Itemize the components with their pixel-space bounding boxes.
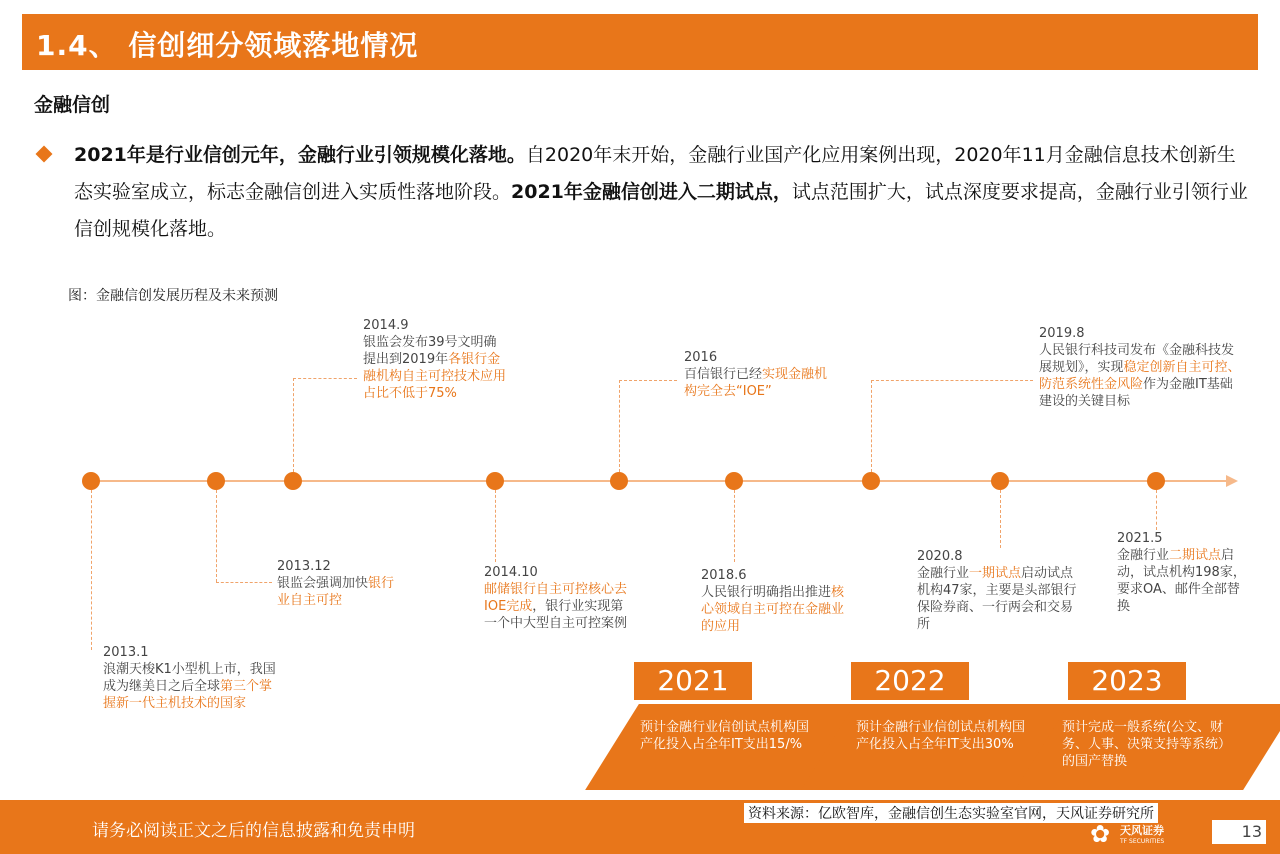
forecast-year-2021: 2021 <box>634 662 752 700</box>
paragraph-bold-2: 2021年金融信创进入二期试点， <box>511 181 792 203</box>
connector-line <box>495 490 496 562</box>
title-bar <box>22 14 1258 70</box>
timeline-dot-2019-8 <box>862 472 880 490</box>
connector-line <box>734 490 735 562</box>
event-2018-6 <box>701 567 845 635</box>
event-highlight: 稳定创新自主可控、防范系统性金风险 <box>1039 360 1241 392</box>
page-number: 13 <box>1212 820 1266 844</box>
page-title: 1.4、 信创细分领域落地情况 <box>36 29 419 62</box>
event-text: 银监会强调加快 <box>277 576 369 591</box>
connector-line <box>619 380 620 472</box>
event-highlight: 一期试点 <box>969 566 1022 581</box>
event-text: 百信银行已经 <box>684 367 763 382</box>
timeline-dot-2016 <box>610 472 628 490</box>
source-note: 资料来源：亿欧智库，金融信创生态实验室官网，天风证券研究所 <box>744 803 1158 823</box>
timeline-dot-2014-10 <box>486 472 504 490</box>
event-2019-8 <box>1039 325 1243 410</box>
event-text-after: 启动，试点机构198家，要求OA、邮件全部替换 <box>1117 548 1246 614</box>
event-highlight: 各银行金融机构自主可控技术应用占比不低于75% <box>363 352 507 401</box>
event-highlight: 第三个掌握新一代主机技术的国家 <box>103 679 273 711</box>
connector-line <box>91 490 92 650</box>
connector-line <box>871 380 872 472</box>
event-2014-10 <box>484 564 628 632</box>
event-highlight: 银行业自主可控 <box>277 576 395 608</box>
event-date: 2014.10 <box>484 565 538 580</box>
event-text-after: 启动试点机构47家，主要是头部银行保险券商、一行两会和交易所 <box>917 566 1077 632</box>
event-2021-5 <box>1117 530 1249 615</box>
connector-line <box>619 380 677 381</box>
logo-subtext: TF SECURITIES <box>1120 838 1165 845</box>
event-text-after: ，银行业实现第一个中大型自主可控案例 <box>484 599 628 631</box>
event-text: 金融行业 <box>917 566 970 581</box>
event-highlight: 邮储银行自主可控核心去IOE完成 <box>484 582 628 614</box>
connector-line <box>1000 490 1001 548</box>
event-text: 人民银行明确指出推进 <box>701 585 832 600</box>
flower-logo-icon: ✿ <box>1090 820 1111 848</box>
event-text: 银监会发布39号文明确提出到2019年 <box>363 335 497 367</box>
paragraph-text-2: 试点范围扩大，试点深度要求提高，金融行业引领行业信创规模化落地。 <box>74 181 1248 240</box>
event-2020-8 <box>917 548 1077 633</box>
event-text: 金融行业 <box>1117 548 1170 563</box>
connector-line <box>293 378 294 472</box>
forecast-text-2021: 预计金融行业信创试点机构国产化投入占全年IT支出15/% <box>640 720 810 752</box>
event-date: 2016 <box>684 350 718 365</box>
forecast-year-2023: 2023 <box>1068 662 1186 700</box>
connector-line <box>871 380 1033 381</box>
event-date: 2018.6 <box>701 568 747 583</box>
connector-line <box>293 378 357 379</box>
event-text-after: 作为金融IT基础建设的关键目标 <box>1039 377 1233 409</box>
forecast-text-2022: 预计金融行业信创试点机构国产化投入占全年IT支出30% <box>856 720 1026 752</box>
event-highlight: 实现金融机构完全去“IOE” <box>684 367 828 399</box>
event-2013-12 <box>277 558 397 609</box>
figure-caption: 图：金融信创发展历程及未来预测 <box>68 288 278 304</box>
timeline-dot-2020-8 <box>991 472 1009 490</box>
event-highlight: 核心领域自主可控在金融业的应用 <box>701 585 845 634</box>
event-date: 2019.8 <box>1039 326 1085 341</box>
connector-line <box>216 490 217 582</box>
disclaimer-text: 请务必阅读正文之后的信息披露和免责申明 <box>92 821 415 841</box>
event-date: 2013.12 <box>277 559 331 574</box>
event-date: 2013.1 <box>103 645 149 660</box>
connector-line <box>1156 490 1157 530</box>
intro-paragraph <box>74 137 1250 248</box>
timeline-dot-2013-12 <box>207 472 225 490</box>
forecast-year-2022: 2022 <box>851 662 969 700</box>
timeline-dot-2014-9 <box>284 472 302 490</box>
event-highlight: 二期试点 <box>1169 548 1222 563</box>
forecast-text-2023: 预计完成一般系统(公文、财务、人事、决策支持等系统）的国产替换 <box>1062 720 1232 769</box>
timeline-dot-2013-1 <box>82 472 100 490</box>
company-logo <box>1090 818 1206 852</box>
connector-line <box>216 582 272 583</box>
section-heading: 金融信创 <box>34 94 111 116</box>
event-2016 <box>684 349 828 400</box>
timeline-dot-2021-5 <box>1147 472 1165 490</box>
event-date: 2020.8 <box>917 549 963 564</box>
paragraph-text-1: 自2020年末开始，金融行业国产化应用案例出现，2020年11月金融信息技术创新生态实验室成立，标志金融信创进入实质性落地阶段。 <box>74 144 1236 203</box>
arrow-right-icon <box>1226 475 1238 487</box>
timeline-axis <box>90 480 1230 482</box>
event-2013-1 <box>103 644 283 712</box>
diamond-bullet-icon <box>36 146 53 163</box>
event-2014-9 <box>363 317 507 402</box>
paragraph-bold-1: 2021年是行业信创元年，金融行业引领规模化落地。 <box>74 144 526 166</box>
logo-text: 天风证券 <box>1120 824 1164 837</box>
timeline-dot-2018-6 <box>725 472 743 490</box>
event-text: 浪潮天梭K1小型机上市，我国成为继美日之后全球 <box>103 662 276 694</box>
event-date: 2021.5 <box>1117 531 1163 546</box>
event-text: 人民银行科技司发布《金融科技发展规划》，实现 <box>1039 343 1235 375</box>
event-date: 2014.9 <box>363 318 409 333</box>
